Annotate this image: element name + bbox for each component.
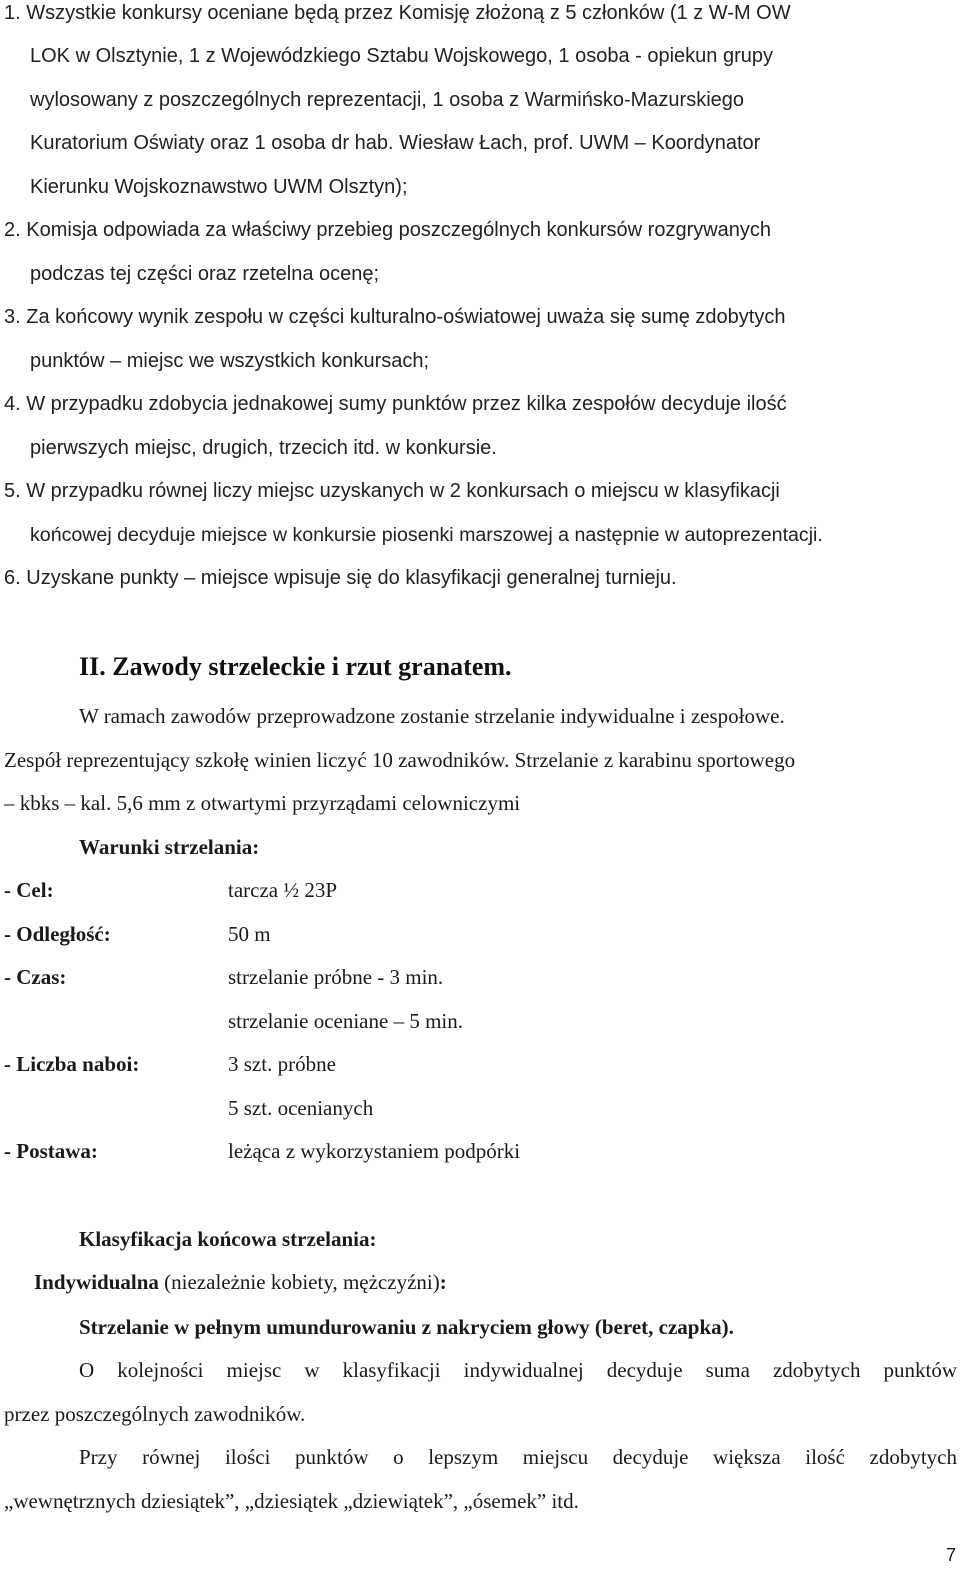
- rule-1-line-5: Kierunku Wojskoznawstwo UWM Olsztyn);: [30, 176, 408, 198]
- condition-value-time-2: strzelanie oceniane – 5 min.: [228, 1009, 463, 1033]
- rule-6-number: 6.: [4, 567, 21, 589]
- condition-value-ammo-1: 3 szt. próbne: [228, 1052, 336, 1076]
- condition-label-distance: - Odległość:: [4, 922, 111, 946]
- rule-1-line-2: LOK w Olsztynie, 1 z Wojewódzkiego Sztabu Wojskowego, 1 osoba - opiekun grupy: [30, 45, 773, 67]
- rule-1-line-3: wylosowany z poszczególnych reprezentacji, 1 osoba z Warmińsko-Mazurskiego: [30, 89, 745, 111]
- final-classification-heading: Klasyfikacja końcowa strzelania:: [79, 1227, 377, 1251]
- rule-2-number: 2.: [4, 219, 21, 241]
- page-number: 7: [945, 1545, 956, 1565]
- condition-label-ammo: - Liczba naboi:: [4, 1052, 140, 1076]
- order-line-1: O kolejności miejsc w klasyfikacji indywidualnej decyduje suma zdobytych punktów: [79, 1358, 957, 1382]
- rule-1-line-4: Kuratorium Oświaty oraz 1 osoba dr hab. Wiesław Łach, prof. UWM – Koordynator: [30, 132, 761, 154]
- condition-label-position: - Postawa:: [4, 1139, 98, 1163]
- rule-2-line-1: 2. Komisja odpowiada za właściwy przebieg poszczególnych konkursów rozgrywanych: [4, 219, 772, 241]
- rule-5-line-1: 5. W przypadku równej liczy miejsc uzyskanych w 2 konkursach o miejscu w klasyfikacji: [4, 480, 780, 502]
- rule-3-line-1: 3. Za końcowy wynik zespołu w części kulturalno-oświatowej uważa się sumę zdobytych: [4, 306, 786, 328]
- rule-4-number: 4.: [4, 393, 21, 415]
- rule-3-line-2: punktów – miejsc we wszystkich konkursach;: [30, 350, 430, 372]
- condition-value-time-1: strzelanie próbne - 3 min.: [228, 965, 444, 989]
- condition-value-ammo-2: 5 szt. ocenianych: [228, 1096, 374, 1120]
- condition-value-target: tarcza ½ 23P: [228, 878, 338, 902]
- condition-label-time: - Czas:: [4, 965, 67, 989]
- tie-line-1: Przy równej ilości punktów o lepszym miejscu decyduje większa ilość zdobytych: [79, 1445, 957, 1469]
- tie-line-2: „wewnętrznych dziesiątek”, „dziesiątek „dziewiątek”, „ósemek” itd.: [4, 1489, 579, 1513]
- rule-5-number: 5.: [4, 480, 21, 502]
- conditions-heading: Warunki strzelania:: [79, 835, 260, 859]
- individual-bold: Indywidualna: [34, 1270, 159, 1294]
- rule-4-line-1: 4. W przypadku zdobycia jednakowej sumy punktów przez kilka zespołów decyduje ilość: [4, 393, 787, 415]
- condition-value-position: leżąca z wykorzystaniem podpórki: [228, 1139, 521, 1163]
- individual-colon: :: [439, 1270, 447, 1294]
- rule-5-line-2: końcowej decyduje miejsce w konkursie piosenki marszowej a następnie w autoprezentacji.: [30, 524, 823, 546]
- section-heading: II. Zawody strzeleckie i rzut granatem.: [79, 652, 512, 681]
- rule-6-line-1: 6. Uzyskane punkty – miejsce wpisuje się do klasyfikacji generalnej turnieju.: [4, 567, 677, 589]
- condition-value-distance: 50 m: [228, 922, 271, 946]
- rule-2-line-2: podczas tej części oraz rzetelna ocenę;: [30, 263, 380, 285]
- individual-line: [34, 1269, 447, 1295]
- intro-line-3: – kbks – kal. 5,6 mm z otwartymi przyrządami celowniczymi: [4, 791, 521, 815]
- rule-3-number: 3.: [4, 306, 21, 328]
- intro-line-1: W ramach zawodów przeprowadzone zostanie strzelanie indywidualne i zespołowe.: [79, 704, 785, 728]
- individual-rest: (niezależnie kobiety, mężczyźni): [158, 1270, 440, 1294]
- intro-line-2: Zespół reprezentujący szkołę winien liczyć 10 zawodników. Strzelanie z karabinu sportowego: [4, 748, 796, 772]
- condition-label-target: - Cel:: [4, 878, 54, 902]
- uniform-rule: Strzelanie w pełnym umundurowaniu z nakryciem głowy (beret, czapka).: [79, 1315, 734, 1339]
- rule-1-number: 1.: [4, 2, 21, 24]
- rule-1-line-1: 1. Wszystkie konkursy oceniane będą przez Komisję złożoną z 5 członków (1 z W-M OW: [4, 2, 791, 24]
- rule-4-line-2: pierwszych miejsc, drugich, trzecich itd. w konkursie.: [30, 437, 497, 459]
- order-line-2: przez poszczególnych zawodników.: [4, 1402, 306, 1426]
